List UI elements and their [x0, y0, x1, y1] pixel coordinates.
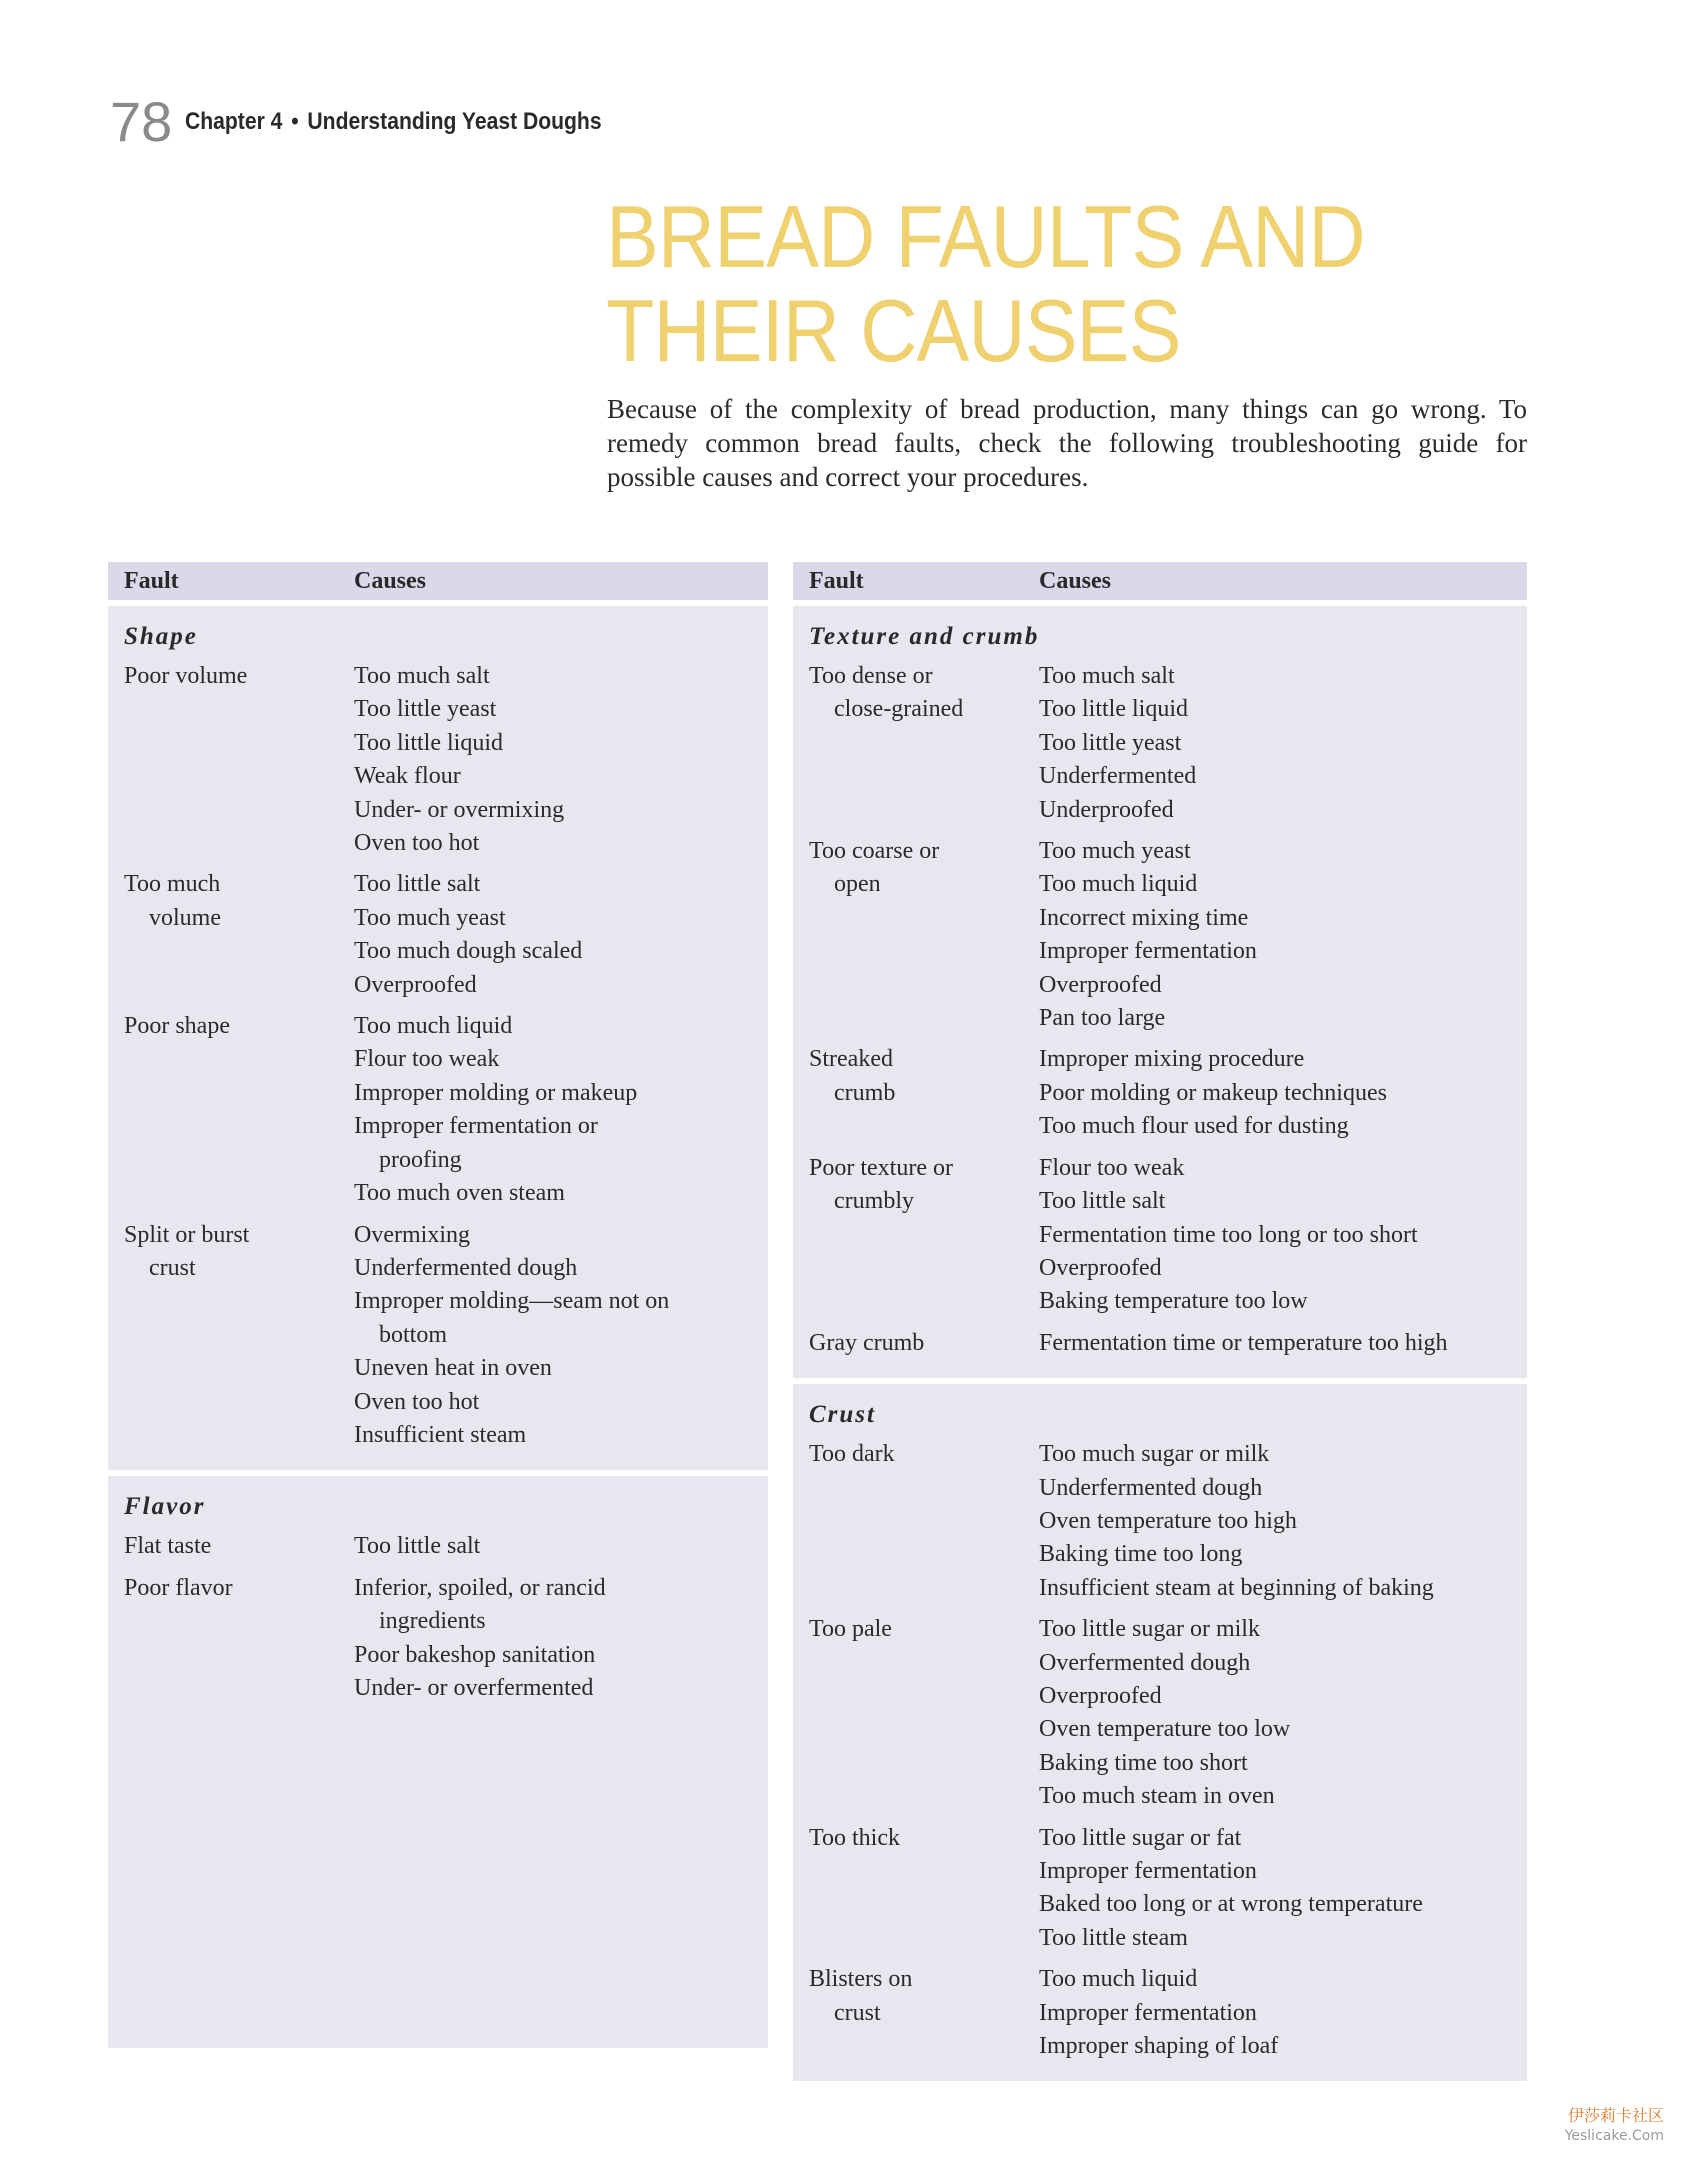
fault-text: Gray crumb — [809, 1329, 925, 1356]
cause-item: Too much salt — [354, 663, 490, 689]
fault-text: open — [834, 871, 881, 898]
fault-text: Poor volume — [124, 663, 248, 689]
chapter-label: Chapter 4 — [185, 108, 283, 135]
cause-item: proofing — [379, 1146, 462, 1173]
causes-cell — [1039, 1613, 1527, 1813]
cause-item: bottom — [379, 1321, 448, 1348]
cause-item: Too much yeast — [354, 904, 506, 931]
fault-text: Streaked — [809, 1046, 893, 1073]
cause-item: Too little liquid — [1039, 696, 1188, 723]
table-row — [108, 1572, 768, 1706]
fault-cell — [108, 1572, 354, 1706]
table-row — [793, 1438, 1527, 1605]
fault-cell — [108, 1010, 354, 1210]
table-row — [793, 835, 1527, 1035]
causes-cell — [1039, 1822, 1527, 1956]
cause-item: Too much sugar or milk — [1039, 1441, 1270, 1468]
page-title — [606, 187, 1365, 380]
cause-item: Under- or overfermented — [354, 1674, 594, 1701]
cause-item: Poor bakeshop sanitation — [354, 1641, 596, 1668]
causes-cell — [354, 1219, 768, 1453]
cause-item: Too little liquid — [354, 729, 503, 756]
fault-text: Too dark — [809, 1441, 895, 1468]
causes-cell — [1039, 1043, 1527, 1143]
table-row — [793, 1152, 1527, 1319]
table-row — [793, 1822, 1527, 1956]
cause-item: Insufficient steam at beginning of baking — [1039, 1574, 1434, 1601]
watermark — [1565, 2106, 1664, 2146]
cause-item: Improper fermentation — [1039, 938, 1257, 965]
fault-cell — [108, 1530, 354, 1563]
fault-text: crust — [834, 1999, 881, 2026]
fault-table-left — [108, 562, 768, 2048]
section-title: Crust — [809, 1401, 876, 1429]
cause-item: Too much dough scaled — [354, 938, 583, 965]
fault-cell — [793, 1152, 1039, 1319]
cause-item: Poor molding or makeup techniques — [1039, 1079, 1387, 1106]
cause-item: Oven too hot — [354, 830, 480, 857]
cause-item: Too much liquid — [354, 1013, 513, 1040]
table-section — [108, 1476, 768, 2048]
fault-text: Too coarse or — [809, 838, 940, 865]
table-row — [793, 1043, 1527, 1143]
cause-item: Underfermented dough — [1039, 1474, 1263, 1501]
fault-text: Too much — [124, 871, 221, 898]
header-causes: Causes — [1039, 567, 1112, 594]
fault-text: Poor flavor — [124, 1574, 233, 1601]
cause-item: Overproofed — [354, 971, 477, 998]
cause-item: Too much liquid — [1039, 1966, 1198, 1993]
cause-item: Oven temperature too low — [1039, 1716, 1291, 1743]
cause-item: Too little salt — [354, 871, 481, 898]
cause-item: Too little yeast — [1039, 729, 1182, 756]
fault-cell — [793, 660, 1039, 827]
fault-cell — [108, 1219, 354, 1453]
cause-item: Too much flour used for dusting — [1039, 1113, 1349, 1140]
intro-paragraph: Because of the complexity of bread production, many things can go wrong. To remedy common bread faults, check the following troubleshooting guide for possible causes and correct your procedures. — [607, 394, 1527, 492]
fault-text: crumbly — [834, 1188, 914, 1215]
chapter-heading — [185, 106, 602, 138]
cause-item: Improper fermentation or — [354, 1113, 598, 1140]
cause-item: Improper mixing procedure — [1039, 1046, 1305, 1073]
table-section — [108, 606, 768, 1470]
cause-item: Pan too large — [1039, 1005, 1166, 1032]
table-section — [793, 606, 1527, 1378]
cause-item: Too little salt — [354, 1533, 481, 1560]
cause-item: Overmixing — [354, 1221, 470, 1248]
section-title: Shape — [124, 623, 198, 650]
fault-text: crumb — [834, 1079, 896, 1106]
watermark-line-2: Yeslicake.Com — [1564, 2128, 1664, 2144]
cause-item: Uneven heat in oven — [354, 1355, 552, 1382]
fault-text: Poor texture or — [809, 1154, 953, 1181]
cause-item: Improper fermentation — [1039, 1858, 1257, 1884]
fault-table-right-body — [793, 606, 1527, 2081]
cause-item: Insufficient steam — [354, 1421, 527, 1448]
fault-text: Split or burst — [124, 1221, 250, 1248]
cause-item: Baking time too short — [1039, 1749, 1248, 1776]
table-row — [793, 1327, 1527, 1360]
cause-item: Improper molding or makeup — [354, 1079, 638, 1106]
causes-cell — [1039, 1963, 1527, 2063]
cause-item: Underproofed — [1039, 796, 1174, 823]
cause-item: Flour too weak — [354, 1046, 500, 1073]
cause-item: Too much liquid — [1039, 871, 1198, 898]
table-row — [108, 1530, 768, 1563]
cause-item: Overfermented dough — [1039, 1649, 1251, 1676]
page-number: 78 — [110, 90, 173, 153]
cause-item: Too much steam in oven — [1039, 1783, 1275, 1810]
page-title-line-2: THEIR CAUSES — [606, 281, 1181, 380]
fault-text: Blisters on — [809, 1966, 913, 1993]
cause-item: Too little steam — [1039, 1924, 1188, 1951]
header-fault: Fault — [809, 567, 864, 594]
section-title: Flavor — [124, 1493, 206, 1521]
cause-item: Too little sugar or fat — [1039, 1824, 1242, 1851]
cause-item: Underfermented — [1039, 763, 1197, 790]
cause-item: Improper shaping of loaf — [1039, 2033, 1279, 2060]
fault-text: Too thick — [809, 1824, 900, 1851]
causes-cell — [354, 1530, 768, 1563]
fault-table-right — [793, 562, 1527, 2081]
cause-item: Too little yeast — [354, 696, 497, 723]
fault-text: Too pale — [809, 1616, 892, 1643]
cause-item: Flour too weak — [1039, 1154, 1185, 1181]
cause-item: Weak flour — [354, 763, 461, 790]
cause-item: Overproofed — [1039, 971, 1162, 998]
causes-cell — [1039, 660, 1527, 827]
cause-item: Baking time too long — [1039, 1541, 1243, 1568]
causes-cell — [1039, 835, 1527, 1035]
cause-item: Oven too hot — [354, 1388, 480, 1415]
cause-item: Inferior, spoiled, or rancid — [354, 1574, 606, 1601]
cause-item: Improper fermentation — [1039, 1999, 1257, 2026]
cause-item: Oven temperature too high — [1039, 1507, 1297, 1534]
section-title: Texture and crumb — [809, 623, 1040, 650]
table-header — [793, 562, 1527, 600]
chapter-title: Understanding Yeast Doughs — [307, 108, 602, 135]
chapter-separator: • — [291, 108, 299, 135]
fault-cell — [793, 1438, 1039, 1605]
table-row — [793, 1963, 1527, 2063]
fault-cell — [793, 835, 1039, 1035]
watermark-line-1: 伊莎莉卡社区 — [1567, 2106, 1664, 2125]
fault-cell — [108, 660, 354, 860]
fault-cell — [793, 1043, 1039, 1143]
header-fault: Fault — [124, 567, 179, 594]
causes-cell — [354, 660, 768, 860]
fault-cell — [793, 1327, 1039, 1360]
cause-item: Baking temperature too low — [1039, 1288, 1308, 1315]
cause-item: Too little sugar or milk — [1039, 1616, 1260, 1643]
fault-cell — [108, 868, 354, 1002]
fault-cell — [793, 1613, 1039, 1813]
fault-cell — [793, 1963, 1039, 2063]
cause-item: Too much yeast — [1039, 838, 1191, 865]
fault-text: close-grained — [834, 696, 964, 723]
cause-item: Overproofed — [1039, 1682, 1162, 1709]
fault-table-left-body — [108, 606, 768, 2048]
table-row — [108, 868, 768, 1002]
table-row — [793, 660, 1527, 827]
cause-item: Improper molding—seam not on — [354, 1288, 670, 1315]
cause-item: Under- or overmixing — [354, 796, 565, 823]
cause-item: Overproofed — [1039, 1254, 1162, 1281]
fault-text: Flat taste — [124, 1533, 212, 1560]
cause-item: Baked too long or at wrong temperature — [1039, 1891, 1423, 1918]
causes-cell — [354, 868, 768, 1002]
page-title-line-1: BREAD FAULTS AND — [606, 187, 1365, 286]
causes-cell — [354, 1010, 768, 1210]
causes-cell — [1039, 1438, 1527, 1605]
cause-item: ingredients — [379, 1608, 486, 1635]
table-header — [108, 562, 768, 600]
fault-cell — [793, 1822, 1039, 1956]
cause-item: Too much oven steam — [354, 1180, 565, 1207]
table-row — [793, 1613, 1527, 1813]
table-row — [108, 1219, 768, 1453]
fault-text: crust — [149, 1254, 196, 1281]
cause-item: Underfermented dough — [354, 1254, 578, 1281]
table-row — [108, 1010, 768, 1210]
fault-text: Poor shape — [124, 1013, 230, 1040]
cause-item: Incorrect mixing time — [1039, 904, 1249, 931]
causes-cell — [354, 1572, 768, 1706]
causes-cell — [1039, 1152, 1527, 1319]
table-row — [108, 660, 768, 860]
cause-item: Fermentation time or temperature too high — [1039, 1329, 1448, 1356]
cause-item: Too much salt — [1039, 663, 1175, 689]
cause-item: Fermentation time too long or too short — [1039, 1221, 1418, 1248]
fault-text: Too dense or — [809, 663, 933, 689]
header-causes: Causes — [354, 567, 427, 594]
fault-text: volume — [149, 904, 221, 931]
table-section — [793, 1384, 1527, 2081]
causes-cell — [1039, 1327, 1527, 1360]
cause-item: Too little salt — [1039, 1188, 1166, 1215]
